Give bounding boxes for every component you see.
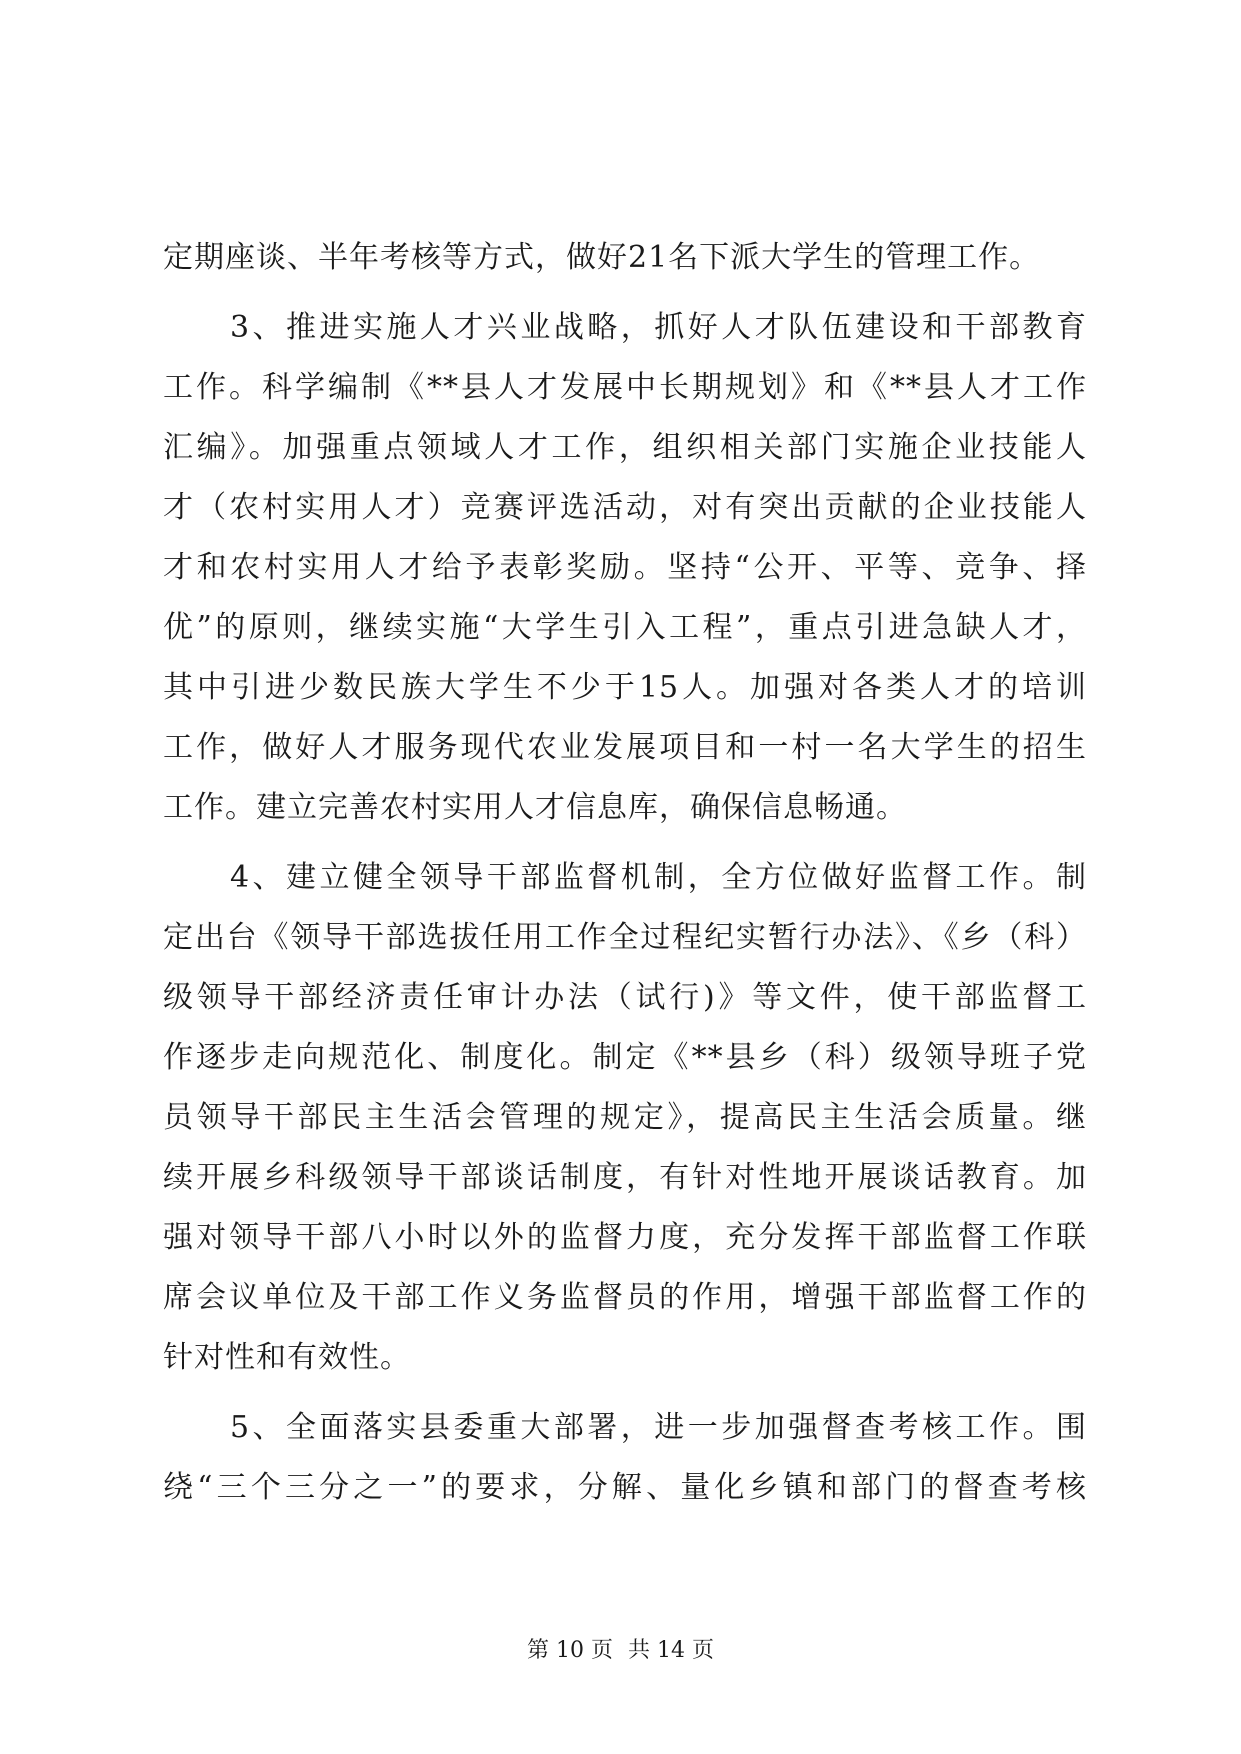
text-line: 4、建立健全领导干部监督机制，全方位做好监督工作。制	[163, 860, 1087, 895]
text-line: 3、推进实施人才兴业战略，抓好人才队伍建设和干部教育	[163, 310, 1087, 345]
text-line: 才和农村实用人才给予表彰奖励。坚持“公开、平等、竞争、择	[163, 550, 1087, 585]
text-line: 工作。建立完善农村实用人才信息库，确保信息畅通。	[163, 790, 907, 825]
page-number-total: 共 14 页	[628, 1638, 714, 1663]
text-line: 席会议单位及干部工作义务监督员的作用，增强干部监督工作的	[163, 1280, 1087, 1315]
text-line: 绕“三个三分之一”的要求，分解、量化乡镇和部门的督查考核	[163, 1470, 1087, 1505]
text-line: 汇编》。加强重点领域人才工作，组织相关部门实施企业技能人	[163, 430, 1087, 465]
text-line: 工作，做好人才服务现代农业发展项目和一村一名大学生的招生	[163, 730, 1087, 765]
document-body	[163, 228, 1087, 1518]
text-line: 作逐步走向规范化、制度化。制定《**县乡（科）级领导班子党	[163, 1040, 1087, 1075]
page-number-current: 第 10 页	[527, 1638, 613, 1663]
text-line: 才（农村实用人才）竞赛评选活动，对有突出贡献的企业技能人	[163, 490, 1087, 525]
page-footer	[0, 1636, 1241, 1666]
text-line: 5、全面落实县委重大部署，进一步加强督查考核工作。围	[163, 1410, 1087, 1445]
text-line: 工作。科学编制《**县人才发展中长期规划》和《**县人才工作	[163, 370, 1087, 405]
text-line: 优”的原则，继续实施“大学生引入工程”，重点引进急缺人才，	[163, 610, 1087, 645]
text-line: 级领导干部经济责任审计办法（试行)》等文件，使干部监督工	[163, 980, 1087, 1015]
text-line: 其中引进少数民族大学生不少于15人。加强对各类人才的培训	[163, 670, 1087, 705]
text-line: 强对领导干部八小时以外的监督力度，充分发挥干部监督工作联	[163, 1220, 1087, 1255]
text-line: 针对性和有效性。	[163, 1340, 411, 1375]
text-line: 定期座谈、半年考核等方式，做好21名下派大学生的管理工作。	[163, 240, 1041, 275]
text-line: 员领导干部民主生活会管理的规定》，提高民主生活会质量。继	[163, 1100, 1087, 1135]
text-line: 定出台《领导干部选拔任用工作全过程纪实暂行办法》、《乡（科）	[163, 920, 1087, 955]
text-line: 续开展乡科级领导干部谈话制度，有针对性地开展谈话教育。加	[163, 1160, 1087, 1195]
